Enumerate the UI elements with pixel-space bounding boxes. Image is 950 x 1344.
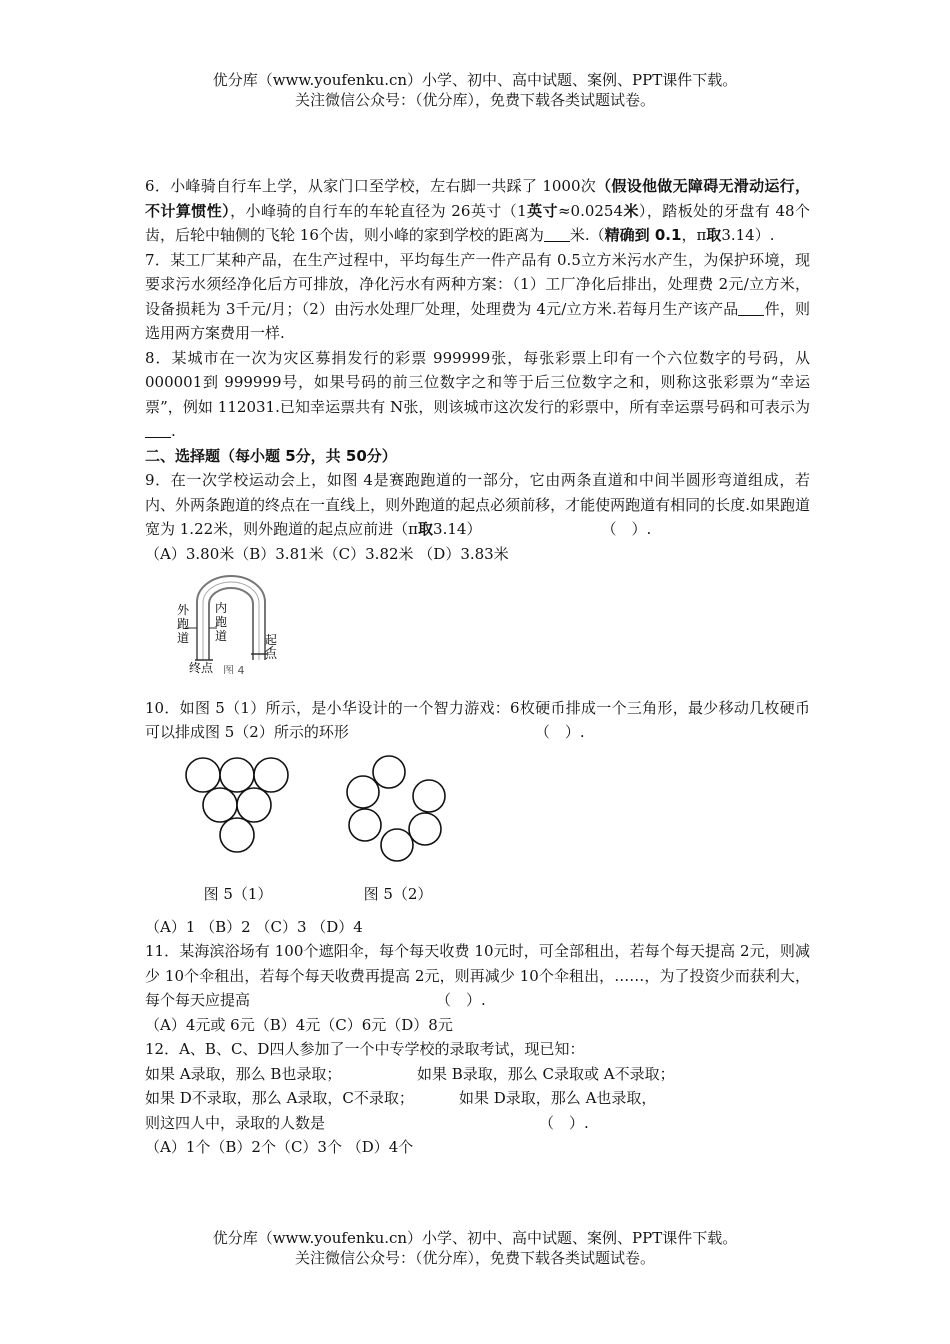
condition-1: 如果 A录取，那么 B也录取； bbox=[145, 1064, 342, 1083]
q12-conditions-2 bbox=[145, 1086, 810, 1111]
footer-line-1: 优分库（www.youfenku.cn）小学、初中、高中试题、案例、PPT课件下载。 bbox=[212, 1229, 738, 1247]
answer-paren: （ ）. bbox=[601, 520, 652, 538]
footer-line-2: 关注微信公众号：（优分库），免费下载各类试题试卷。 bbox=[294, 1249, 655, 1267]
inner-label-2: 跑 bbox=[215, 615, 228, 629]
outer-label-3: 道 bbox=[177, 631, 190, 645]
question-12-options: （A）1个（B）2个（C）3个 （D）4个 bbox=[145, 1138, 414, 1156]
question-12: 12．A、B、C、D四人参加了一个中专学校的录取考试，现已知： bbox=[145, 1040, 585, 1058]
question-8: 8．某城市在一次为灾区募捐发行的彩票 999999张，每张彩票上印有一个六位数字的号码，从 000001到 999999号，如果号码的前三位数字之和等于后三位数字之和，则称这张彩票为“幸运票”，例如 112031.已知幸运票共有 N张，则该城市这次发行的彩票中，所有幸运票号码和可表示为. bbox=[145, 348, 810, 440]
figure-4-track bbox=[157, 572, 810, 682]
question-11-options: （A）4元或 6元（B）4元（C）6元（D）8元 bbox=[145, 1015, 453, 1034]
question-12-stem: 则这四人中，录取的人数是 （ ）. bbox=[145, 1113, 589, 1132]
page-footer bbox=[0, 1228, 950, 1268]
question-10-options: （A）1 （B）2 （C）3 （D）4 bbox=[145, 917, 363, 936]
figure-5-2 bbox=[343, 755, 453, 907]
answer-paren: （ ）. bbox=[534, 723, 585, 741]
question-6: 6．小峰骑自行车上学，从家门口至学校，左右脚一共踩了 1000次（假设他做无障碍无滑动运行，不计算惯性），小峰骑的自行车的车轮直径为 26英寸（1英寸≈0.0254米），踏板处的牙盘有 48个齿，后轮中轴侧的飞轮 16个齿，则小峰的家到学校的距离为 米.（精确到 0.1，π取3.14）. bbox=[145, 177, 810, 244]
section-heading: 二、选择题（每小题 5分，共 50分） bbox=[145, 446, 397, 465]
track-diagram bbox=[157, 572, 277, 674]
question-9: 9．在一次学校运动会上，如图 4是赛跑跑道的一部分，它由两条直道和中间半圆形弯道组成，若内、外两条跑道的终点在一直线上，则外跑道的起点必须前移，才能使两跑道有相同的长度.如果跑道宽为 1.22米，则外跑道的起点应前进（π取3.14） （ ）. bbox=[145, 471, 810, 538]
question-9-options: （A）3.80米（B）3.81米（C）3.82米 （D）3.83米 bbox=[145, 544, 509, 563]
answer-blank bbox=[145, 423, 171, 438]
finish-label: 终点 bbox=[189, 661, 214, 674]
question-11: 11．某海滨浴场有 100个遮阳伞，每个每天收费 10元时，可全部租出，若每个每天提高 2元，则减少 10个伞租出，若每个每天收费再提高 2元，则再减少 10个伞租出，……，为了投资少而获利大，每个每天应提高 （ ）. bbox=[145, 942, 810, 1009]
figure-5-1 bbox=[183, 755, 293, 907]
coin-triangle bbox=[183, 755, 293, 871]
inner-label-3: 道 bbox=[215, 629, 228, 643]
condition-3: 如果 D不录取，那么 A录取，C不录取； bbox=[145, 1089, 414, 1107]
start-label-2: 点 bbox=[265, 647, 277, 661]
page-header bbox=[0, 70, 950, 110]
exam-content bbox=[145, 174, 810, 1160]
answer-paren: （ ）. bbox=[436, 991, 486, 1009]
condition-4: 如果 D录取，那么 A也录取， bbox=[459, 1089, 657, 1107]
answer-blank bbox=[544, 227, 570, 242]
coin-ring bbox=[343, 755, 453, 871]
start-label-1: 起 bbox=[265, 633, 277, 647]
figure-4-caption: 图 4 bbox=[223, 664, 245, 674]
question-10: 10．如图 5（1）所示，是小华设计的一个智力游戏：6枚硬币排成一个三角形，最少移动几枚硬币可以排成图 5（2）所示的环形 （ ）. bbox=[145, 698, 810, 741]
header-line-1: 优分库（www.youfenku.cn）小学、初中、高中试题、案例、PPT课件下载。 bbox=[212, 71, 738, 89]
outer-label-2: 跑 bbox=[177, 617, 190, 631]
outer-label-1: 外 bbox=[177, 603, 190, 617]
header-line-2: 关注微信公众号：（优分库），免费下载各类试题试卷。 bbox=[294, 91, 655, 109]
figure-5-1-caption: 图 5（1） bbox=[203, 885, 273, 903]
inner-label-1: 内 bbox=[215, 601, 228, 615]
figure-5-2-caption: 图 5（2） bbox=[363, 885, 433, 903]
q12-conditions-1 bbox=[145, 1062, 810, 1087]
figure-5 bbox=[183, 755, 810, 907]
answer-blank bbox=[738, 301, 764, 316]
answer-paren: （ ）. bbox=[539, 1113, 589, 1132]
condition-2: 如果 B录取，那么 C录取或 A不录取； bbox=[417, 1064, 675, 1083]
question-7: 7．某工厂某种产品，在生产过程中，平均每生产一件产品有 0.5立方米污水产生，为保护环境，现要求污水须经净化后方可排放，净化污水有两种方案：（1）工厂净化后排出，处理费 2元/立方米，设备损耗为 3千元/月；（2）由污水处理厂处理，处理费为 4元/立方米.若每月生产该产品 件，则选用两方案费用一样. bbox=[145, 250, 810, 342]
